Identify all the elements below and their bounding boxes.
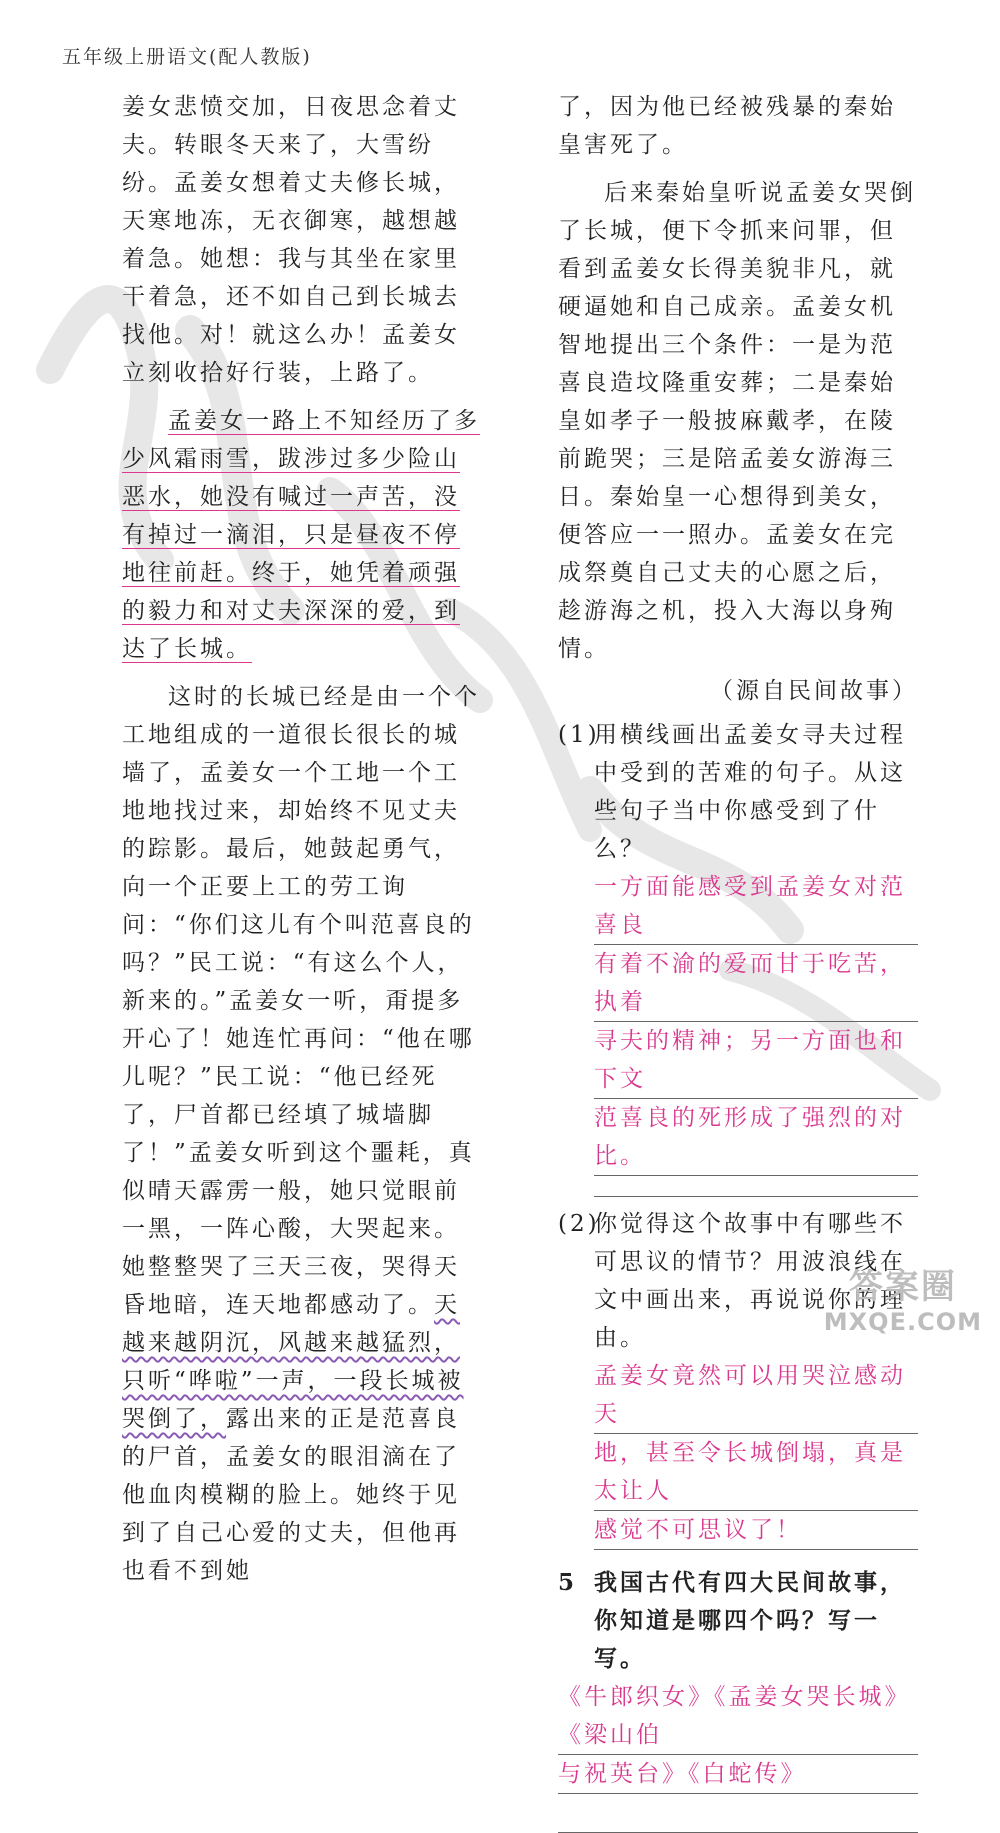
question-5-text: 我国古代有四大民间故事，你知道是哪四个吗？写一写。 [594, 1569, 906, 1672]
question-2-text: 你觉得这个故事中有哪些不可思议的情节？用波浪线在文中画出来，再说说你的理由。 [594, 1211, 906, 1351]
story-source: （源自民间故事） [710, 678, 918, 704]
question-5-number: 5 [558, 1569, 578, 1596]
story-paragraph-3-tail: 露出来的正是范喜良的尸首，孟姜女的眼泪滴在了他血肉模糊的脸上。她终于见到了自己心爱的丈夫，但他再也看不到她 [122, 1406, 460, 1584]
page-header: 五年级上册语文(配人教版) [62, 46, 312, 68]
answer-line: 一方面能感受到孟姜女对范喜良 [594, 868, 918, 945]
wavy-underlined-sentence: 天越来越阴沉，风越来越猛烈，只听“哗啦”一声，一段长城被哭倒了， [122, 1292, 464, 1432]
story-paragraph-5: 后来秦始皇听说孟姜女哭倒了长城，便下令抓来问罪，但看到孟姜女长得美貌非凡，就硬逼她和自己成亲。孟姜女机智地提出三个条件：一是为范喜良造坟隆重安葬；二是秦始皇如孝子一般披麻戴孝，在陵前跪哭；三是陪孟姜女游海三日。秦始皇一心想得到美女，便答应一一照办。孟姜女在完成祭奠自己丈夫的心愿之后，趁游海之机，投入大海以身殉情。 [558, 180, 916, 662]
blank-answer-line [558, 1794, 918, 1833]
question-1-number: (1) [558, 722, 600, 748]
answer-line: 地，甚至令长城倒塌，真是太让人 [594, 1434, 918, 1511]
answer-line: 感觉不可思议了！ [594, 1511, 918, 1550]
site-logo [824, 1259, 982, 1336]
blank-answer-line [594, 1176, 918, 1197]
question-2-answer [558, 1357, 918, 1550]
answer-line: 范喜良的死形成了强烈的对比。 [594, 1099, 918, 1176]
logo-text: 答案圈 [848, 1267, 957, 1307]
answer-line: 寻夫的精神；另一方面也和下文 [594, 1022, 918, 1099]
question-2-number: (2) [558, 1211, 600, 1237]
story-paragraph-4: 了，因为他已经被残暴的秦始皇害死了。 [558, 94, 896, 158]
underlined-hardship-sentence: 孟姜女一路上不知经历了多少风霜雨雪，跋涉过多少险山恶水，她没有喊过一声苦，没有掉过一滴泪，只是昼夜不停地往前赶。终于，她凭着顽强的毅力和对丈夫深深的爱，到达了长城。 [122, 408, 480, 662]
question-1-text: 用横线画出孟姜女寻夫过程中受到的苦难的句子。从这些句子当中你感受到了什么？ [594, 722, 906, 862]
logo-domain: MXQE.COM [823, 1308, 982, 1336]
answer-line: 孟姜女竟然可以用哭泣感动天 [594, 1357, 918, 1434]
question-1 [558, 716, 918, 868]
question-5 [558, 1564, 918, 1678]
answer-line: 有着不渝的爱而甘于吃苦，执着 [594, 945, 918, 1022]
answer-line: 与祝英台》《白蛇传》 [558, 1755, 918, 1794]
story-paragraph-3-text: 这时的长城已经是由一个个工地组成的一道很长很长的城墙了，孟姜女一个工地一个工地地找过来，却始终不见丈夫的踪影。最后，她鼓起勇气，向一个正要上工的劳工询问：“你们这儿有个叫范喜良的吗？”民工说：“有这么个人，新来的。”孟姜女一听，甭提多开心了！她连忙再问：“他在哪儿呢？”民工说：“他已经死了，尸首都已经填了城墙脚了！”孟姜女听到这个噩耗，真似晴天霹雳一般，她只觉眼前一黑，一阵心酸，大哭起来。她整整哭了三天三夜，哭得天昏地暗，连天地都感动了。 [122, 684, 480, 1318]
story-paragraph-3 [122, 678, 482, 1590]
answer-line: 《牛郎织女》《孟姜女哭长城》《梁山伯 [558, 1678, 918, 1755]
question-1-answer [558, 868, 918, 1176]
left-column [122, 88, 482, 1590]
question-5-answer [558, 1678, 918, 1833]
right-column [558, 88, 918, 1833]
story-paragraph-1: 姜女悲愤交加，日夜思念着丈夫。转眼冬天来了，大雪纷纷。孟姜女想着丈夫修长城，天寒地冻，无衣御寒，越想越着急。她想：我与其坐在家里干着急，还不如自己到长城去找他。对！就这么办！孟姜女立刻收拾好行装，上路了。 [122, 94, 460, 386]
story-paragraph-2 [122, 402, 482, 668]
